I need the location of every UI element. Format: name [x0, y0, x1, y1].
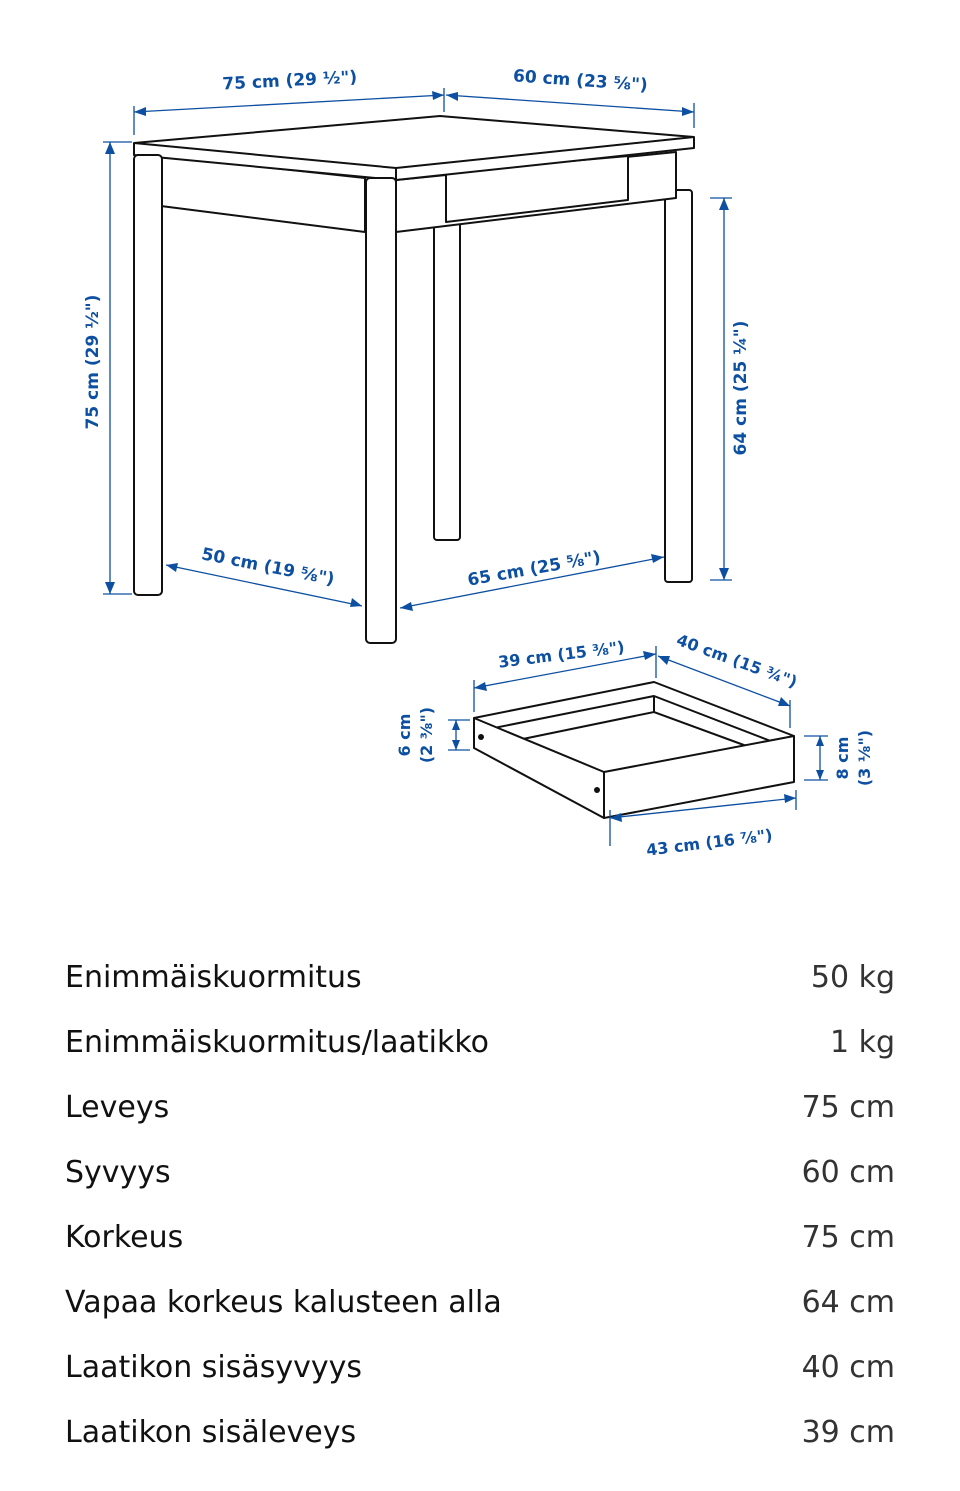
spec-value: 60 cm — [801, 1155, 895, 1190]
spec-row-height — [65, 1205, 895, 1270]
leg-span-width-label: 65 cm (25 ⅝") — [465, 547, 603, 591]
top-depth-label: 60 cm (23 ⅝") — [512, 66, 649, 96]
spec-label: Korkeus — [65, 1220, 184, 1255]
spec-row-max-load — [65, 945, 895, 1010]
spec-value: 40 cm — [801, 1350, 895, 1385]
drawer-inner-height-cm-label: 6 cm — [395, 713, 414, 757]
spec-label: Leveys — [65, 1090, 170, 1125]
spec-value: 64 cm — [801, 1285, 895, 1320]
spec-label: Laatikon sisäsyvyys — [65, 1350, 363, 1385]
drawer-inner-depth-label: 40 cm (15 ¾") — [673, 630, 800, 692]
spec-row-width — [65, 1075, 895, 1140]
spec-label: Laatikon sisäleveys — [65, 1415, 357, 1450]
spec-value: 75 cm — [801, 1090, 895, 1125]
drawer-outer-height-in-label: (3 ⅛") — [855, 729, 874, 787]
spec-label: Syvyys — [65, 1155, 171, 1190]
spec-label: Vapaa korkeus kalusteen alla — [65, 1285, 502, 1320]
drawer-illustration — [474, 682, 794, 818]
spec-value: 75 cm — [801, 1220, 895, 1255]
top-width-label: 75 cm (29 ½") — [221, 67, 358, 95]
specifications-list — [65, 945, 895, 1465]
spec-label: Enimmäiskuormitus/laatikko — [65, 1025, 490, 1060]
spec-row-drawer-width — [65, 1400, 895, 1465]
spec-row-max-load-drawer — [65, 1010, 895, 1075]
drawer-outer-width-label: 43 cm (16 ⅞") — [645, 825, 774, 860]
drawer-outer-height-cm-label: 8 cm — [833, 736, 852, 780]
spec-row-drawer-depth — [65, 1335, 895, 1400]
drawer-inner-height-in-label: (2 ⅜") — [417, 706, 436, 764]
spec-value: 50 kg — [810, 960, 895, 995]
leg-span-depth-label: 50 cm (19 ⅝") — [199, 544, 337, 590]
spec-value: 1 kg — [829, 1025, 895, 1060]
spec-row-clearance — [65, 1270, 895, 1335]
clearance-height-label: 64 cm (25 ¼") — [731, 320, 751, 456]
total-height-label: 75 cm (29 ½") — [83, 294, 103, 430]
spec-row-depth — [65, 1140, 895, 1205]
spec-label: Enimmäiskuormitus — [65, 960, 362, 995]
spec-value: 39 cm — [801, 1415, 895, 1450]
drawer-inner-width-label: 39 cm (15 ⅜") — [497, 637, 626, 672]
